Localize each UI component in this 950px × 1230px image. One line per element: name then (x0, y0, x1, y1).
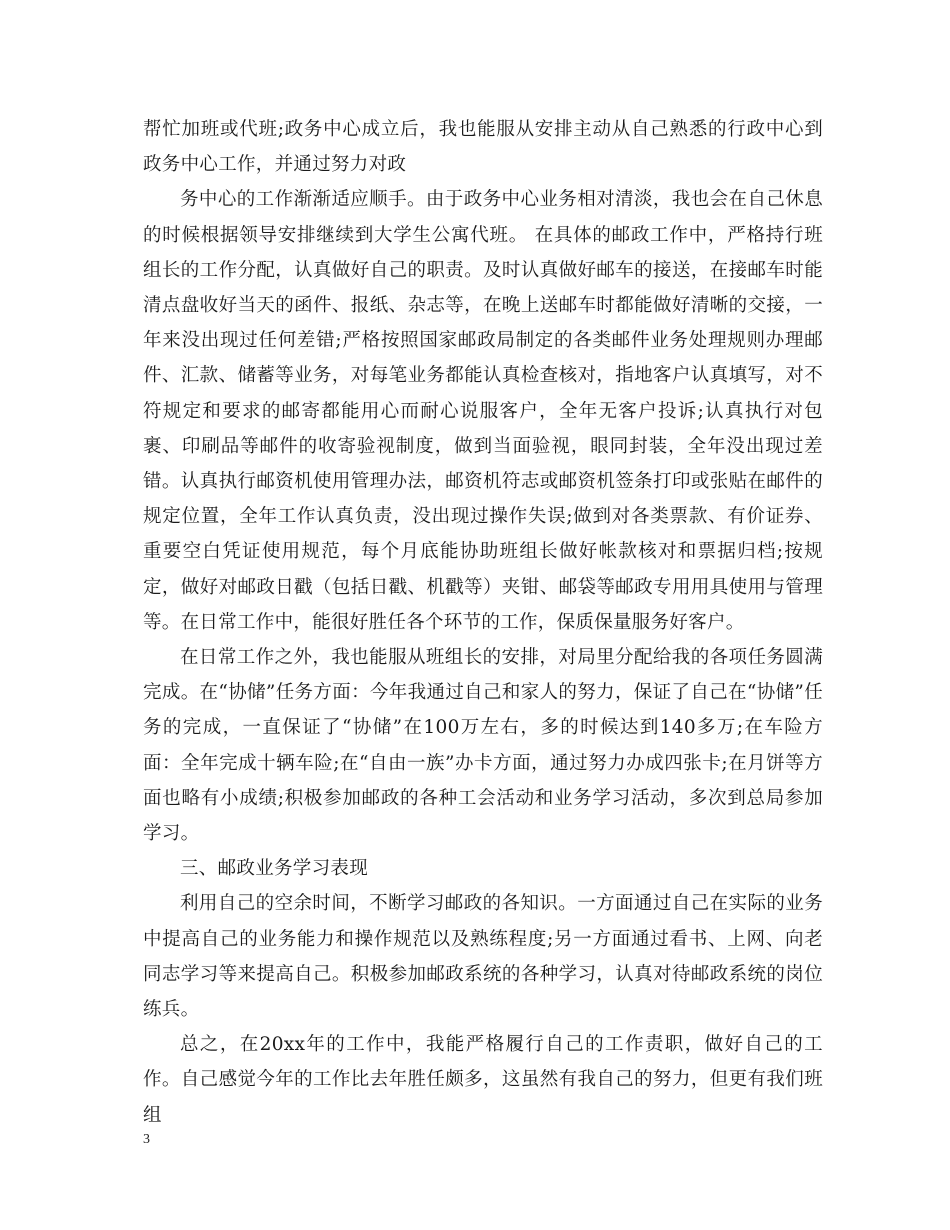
section-heading: 三、邮政业务学习表现 (180, 858, 369, 880)
paragraph-4: 利用自己的空余时间，不断学习邮政的各知识。一方面通过自己在实际的业务中提高自己的业务能力和操作规范以及熟练程度;另一方面通过看书、上网、向老同志学习等来提高自己。积极参加邮政系统的各种学习，认真对待邮政系统的岗位练兵。 (143, 893, 823, 1021)
paragraph-1: 帮忙加班或代班;政务中心成立后，我也能服从安排主动从自己熟悉的行政中心到政务中心工作，并通过努力对政 (143, 119, 823, 176)
paragraph-2: 务中心的工作渐渐适应顺手。由于政务中心业务相对清淡，我也会在自己休息的时候根据领导安排继续到大学生公寓代班。 在具体的邮政工作中，严格持行班组长的工作分配，认真做好自己的职责。及时认真做好邮车的接送，在接邮车时能清点盘收好当天的函件、报纸、杂志等，在晚上送邮车时都能做好清晰的交接，一年来没出现过任何差错;严格按照国家邮政局制定的各类邮件业务处理规则办理邮件、汇款、储蓄等业务，对每笔业务都能认真检查核对，指地客户认真填写，对不符规定和要求的邮寄都能用心而耐心说服客户，全年无客户投诉;认真执行对包裹、印刷品等邮件的收寄验视制度，做到当面验视，眼同封装，全年没出现过差错。认真执行邮资机使用管理办法，邮资机符志或邮资机签条打印或张贴在邮件的规定位置，全年工作认真负责，没出现过操作失误;做到对各类票款、有价证券、重要空白凭证使用规范，每个月底能协助班组长做好帐款核对和票据归档;按规定，做好对邮政日戳（包括日戳、机戳等）夹钳、邮袋等邮政专用用具使用与管理等。在日常工作中，能很好胜任各个环节的工作，保质保量服务好客户。 (143, 189, 823, 633)
page-number: 3 (143, 1132, 150, 1147)
paragraph-3: 在日常工作之外，我也能服从班组长的安排，对局里分配给我的各项任务圆满完成。在“协储”任务方面：今年我通过自己和家人的努力，保证了自己在“协储”任务的完成，一直保证了“协储”在100万左右，多的时候达到140多万;在车险方面：全年完成十辆车险;在“自由一族”办卡方面，通过努力办成四张卡;在月饼等方面也略有小成绩;积极参加邮政的各种工会活动和业务学习活动，多次到总局参加学习。 (143, 647, 823, 845)
paragraph-5: 总之，在20xx年的工作中，我能严格履行自己的工作责职，做好自己的工作。自己感觉今年的工作比去年胜任颇多，这虽然有我自己的努力，但更有我们班组 (143, 1034, 823, 1126)
document-body (143, 112, 823, 1133)
